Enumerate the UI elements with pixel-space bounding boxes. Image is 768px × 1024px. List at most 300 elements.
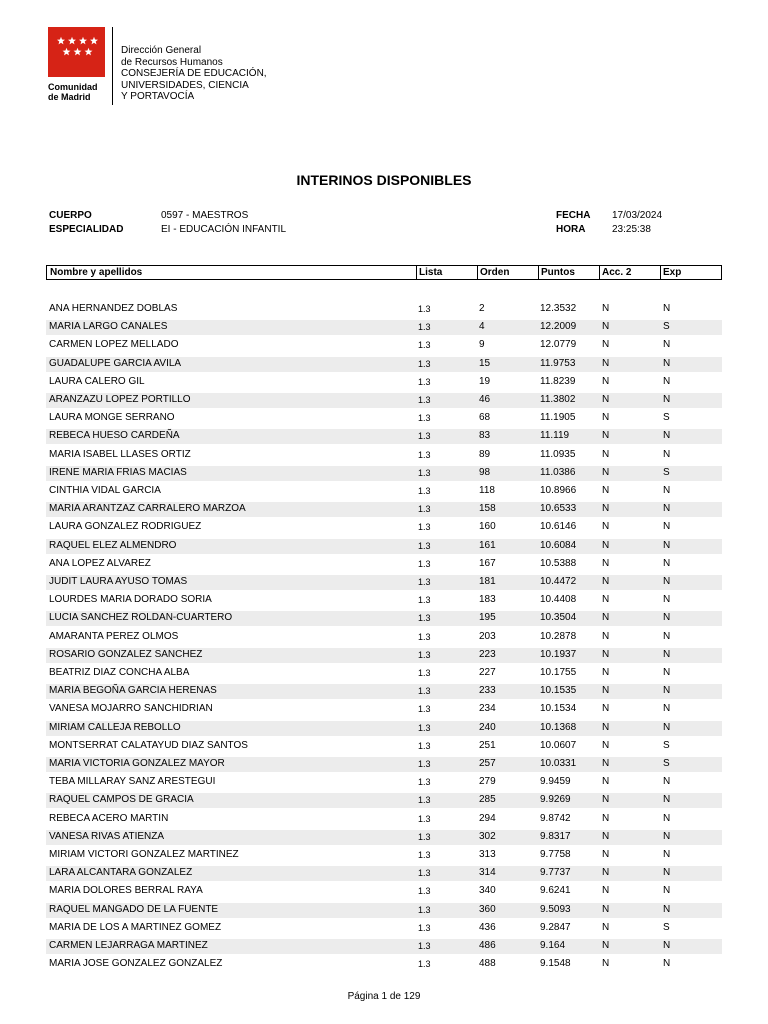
- cell-orden: 302: [479, 830, 496, 842]
- cell-lista: 1.3: [418, 686, 431, 697]
- cell-puntos: 12.0779: [540, 339, 577, 351]
- cell-orden: 118: [479, 485, 495, 496]
- table-row: [46, 611, 722, 626]
- cell-exp: N: [663, 303, 671, 314]
- cell-orden: 313: [479, 849, 496, 860]
- cell-acc2: N: [602, 630, 610, 642]
- page-number: Página 1 de 129: [347, 991, 421, 1002]
- cell-lista: 1.3: [418, 376, 431, 387]
- cell-nombre: MIRIAM VICTORI GONZALEZ MARTINEZ: [49, 849, 239, 860]
- logo-wordmark: [48, 82, 98, 102]
- table-row: [46, 484, 722, 499]
- cell-acc2: N: [602, 612, 610, 624]
- star-icon: [90, 37, 98, 45]
- cell-orden: 195: [479, 612, 496, 624]
- cell-nombre: REBECA ACERO MARTIN: [49, 812, 169, 824]
- cell-puntos: 11.0386: [540, 466, 576, 478]
- cell-nombre: LAURA CALERO GIL: [49, 375, 145, 387]
- cell-orden: 436: [479, 921, 496, 933]
- cell-puntos: 9.5093: [540, 903, 571, 915]
- cell-nombre: GUADALUPE GARCIA AVILA: [49, 357, 182, 369]
- cell-lista: 1.3: [418, 431, 431, 442]
- org-line-5: Y PORTAVOCÍA: [121, 91, 195, 102]
- cell-exp: N: [663, 430, 671, 442]
- cell-puntos: 10.1535: [540, 685, 577, 697]
- cell-acc2: N: [602, 685, 610, 697]
- cell-nombre: ANA LOPEZ ALVAREZ: [49, 557, 151, 569]
- cell-puntos: 9.6241: [540, 885, 571, 897]
- col-separator: [477, 266, 478, 279]
- cell-puntos: 10.6084: [540, 539, 577, 551]
- cell-nombre: ANA HERNANDEZ DOBLAS: [49, 303, 178, 314]
- col-separator: [416, 266, 417, 279]
- cell-lista: 1.3: [418, 467, 431, 478]
- table-row: [46, 520, 722, 535]
- cell-exp: N: [663, 667, 671, 678]
- hora-label: HORA: [556, 224, 586, 235]
- cell-nombre: LOURDES MARIA DORADO SORIA: [49, 594, 212, 606]
- table-row: [46, 429, 722, 444]
- cell-lista: 1.3: [418, 941, 431, 951]
- cell-exp: N: [663, 521, 671, 533]
- cell-lista: 1.3: [418, 486, 431, 496]
- cell-nombre: LARA ALCANTARA GONZALEZ: [49, 867, 193, 879]
- cell-orden: 294: [479, 812, 496, 824]
- cell-puntos: 10.4408: [540, 594, 577, 606]
- cell-nombre: MARIA ARANTZAZ CARRALERO MARZOA: [49, 503, 246, 515]
- cell-puntos: 10.4472: [540, 576, 577, 587]
- cell-lista: 1.3: [418, 395, 431, 405]
- cell-acc2: N: [602, 758, 610, 769]
- cell-acc2: N: [602, 940, 610, 951]
- cell-orden: 83: [479, 430, 491, 442]
- especialidad-value: EI - EDUCACIÓN INFANTIL: [161, 224, 287, 235]
- cell-nombre: MIRIAM CALLEJA REBOLLO: [49, 721, 181, 733]
- cell-exp: N: [663, 630, 671, 642]
- cell-nombre: BEATRIZ DIAZ CONCHA ALBA: [49, 667, 190, 678]
- cell-puntos: 10.1755: [540, 667, 577, 678]
- table-row: [46, 338, 722, 353]
- cell-puntos: 10.0607: [540, 739, 577, 751]
- cell-acc2: N: [602, 485, 610, 496]
- col-header-orden: Orden: [480, 267, 510, 278]
- table-row: [46, 630, 722, 645]
- cell-puntos: 9.7737: [540, 867, 571, 879]
- cell-nombre: REBECA HUESO CARDEÑA: [49, 430, 180, 442]
- cell-puntos: 10.6146: [540, 521, 577, 533]
- table-row: [46, 684, 722, 699]
- col-separator: [599, 266, 600, 279]
- cell-puntos: 11.3802: [540, 394, 576, 405]
- cell-lista: 1.3: [418, 540, 431, 551]
- cell-lista: 1.3: [418, 813, 431, 824]
- cell-puntos: 9.7758: [540, 849, 571, 860]
- cell-puntos: 9.8742: [540, 812, 571, 824]
- cell-acc2: N: [602, 394, 610, 405]
- cell-nombre: RAQUEL CAMPOS DE GRACIA: [49, 794, 194, 806]
- cell-lista: 1.3: [418, 558, 431, 569]
- cell-puntos: 10.1937: [540, 648, 577, 660]
- cell-lista: 1.3: [418, 831, 431, 842]
- cell-exp: N: [663, 339, 671, 351]
- cell-lista: 1.3: [418, 922, 431, 933]
- cell-exp: N: [663, 885, 671, 897]
- cell-nombre: LAURA GONZALEZ RODRIGUEZ: [49, 521, 202, 533]
- cell-puntos: 12.2009: [540, 321, 577, 333]
- cell-orden: 314: [479, 867, 496, 879]
- cell-acc2: N: [602, 430, 610, 442]
- table-row: [46, 866, 722, 881]
- table-row: [46, 393, 722, 408]
- cell-exp: N: [663, 776, 671, 788]
- cell-exp: N: [663, 485, 671, 496]
- cell-exp: S: [663, 739, 670, 751]
- cell-acc2: N: [602, 903, 610, 915]
- cell-puntos: 9.1548: [540, 958, 571, 970]
- table-row: [46, 357, 722, 372]
- table-row: [46, 884, 722, 899]
- cell-puntos: 10.1534: [540, 703, 577, 715]
- star-icon: [74, 48, 82, 56]
- table-row: [46, 921, 722, 936]
- cell-puntos: 10.0331: [540, 758, 577, 769]
- cell-acc2: N: [602, 958, 610, 970]
- cell-puntos: 10.2878: [540, 630, 577, 642]
- star-icon: [68, 37, 76, 45]
- cell-nombre: LUCIA SANCHEZ ROLDAN-CUARTERO: [49, 612, 233, 624]
- cell-exp: N: [663, 830, 671, 842]
- cell-acc2: N: [602, 921, 610, 933]
- document-title: INTERINOS DISPONIBLES: [296, 172, 472, 188]
- cuerpo-label: CUERPO: [49, 210, 92, 221]
- cell-lista: 1.3: [418, 868, 431, 879]
- cell-exp: N: [663, 794, 671, 806]
- cell-acc2: N: [602, 375, 610, 387]
- cell-exp: N: [663, 394, 671, 405]
- cell-lista: 1.3: [418, 740, 431, 751]
- table-row: [46, 502, 722, 517]
- cell-puntos: 12.3532: [540, 303, 577, 314]
- cell-nombre: CARMEN LEJARRAGA MARTINEZ: [49, 940, 208, 951]
- cell-orden: 158: [479, 503, 496, 515]
- cell-exp: N: [663, 357, 671, 369]
- cell-orden: 160: [479, 521, 496, 533]
- cell-acc2: N: [602, 321, 610, 333]
- org-line-3: CONSEJERÍA DE EDUCACIÓN,: [121, 68, 267, 79]
- cell-lista: 1.3: [418, 358, 431, 369]
- cell-orden: 9: [479, 339, 485, 351]
- cell-orden: 340: [479, 885, 496, 897]
- cell-puntos: 11.1905: [540, 412, 576, 424]
- table-row: [46, 557, 722, 572]
- cell-lista: 1.3: [418, 886, 431, 897]
- cell-exp: S: [663, 921, 670, 933]
- col-header-puntos: Puntos: [541, 267, 575, 278]
- cell-nombre: MARIA BEGOÑA GARCIA HERENAS: [49, 685, 217, 697]
- cell-lista: 1.3: [418, 522, 431, 533]
- cell-orden: 486: [479, 940, 496, 951]
- cell-nombre: MARIA ISABEL LLASES ORTIZ: [49, 448, 191, 460]
- table-row: [46, 466, 722, 481]
- cell-lista: 1.3: [418, 322, 431, 333]
- table-row: [46, 702, 722, 717]
- cell-nombre: ROSARIO GONZALEZ SANCHEZ: [49, 648, 203, 660]
- cell-lista: 1.3: [418, 449, 431, 460]
- star-icon: [57, 37, 65, 45]
- cell-nombre: IRENE MARIA FRIAS MACIAS: [49, 466, 187, 478]
- cell-exp: N: [663, 812, 671, 824]
- cell-orden: 4: [479, 321, 485, 333]
- cell-acc2: N: [602, 849, 610, 860]
- cell-lista: 1.3: [418, 722, 431, 733]
- cell-orden: 89: [479, 448, 491, 460]
- cell-puntos: 9.164: [540, 940, 566, 951]
- cell-orden: 183: [479, 594, 496, 606]
- table-row: [46, 375, 722, 390]
- cell-acc2: N: [602, 885, 610, 897]
- col-header-acc2: Acc. 2: [602, 267, 632, 278]
- table-row: [46, 648, 722, 663]
- cell-nombre: MARIA LARGO CANALES: [49, 321, 168, 333]
- especialidad-label: ESPECIALIDAD: [49, 224, 124, 235]
- cell-exp: N: [663, 849, 671, 860]
- cell-lista: 1.3: [418, 613, 431, 624]
- cell-acc2: N: [602, 812, 610, 824]
- cell-nombre: RAQUEL MANGADO DE LA FUENTE: [49, 903, 219, 915]
- cell-acc2: N: [602, 739, 610, 751]
- star-icon: [85, 48, 93, 56]
- fecha-label: FECHA: [556, 210, 591, 221]
- table-row: [46, 739, 722, 754]
- table-row: [46, 593, 722, 608]
- cell-lista: 1.3: [418, 413, 431, 424]
- cell-acc2: N: [602, 667, 610, 678]
- cell-exp: N: [663, 958, 671, 970]
- cell-lista: 1.3: [418, 504, 431, 515]
- cell-orden: 167: [479, 557, 496, 569]
- cell-acc2: N: [602, 594, 610, 606]
- cell-nombre: MONTSERRAT CALATAYUD DIAZ SANTOS: [49, 739, 248, 751]
- cell-exp: N: [663, 721, 671, 733]
- cell-exp: N: [663, 703, 671, 715]
- cell-puntos: 11.8239: [540, 375, 576, 387]
- organization-block: [121, 45, 267, 103]
- cell-orden: 360: [479, 903, 496, 915]
- table-row: [46, 721, 722, 736]
- cell-orden: 161: [479, 539, 496, 551]
- cell-nombre: MARIA DE LOS A MARTINEZ GOMEZ: [49, 921, 222, 933]
- cell-orden: 279: [479, 776, 496, 788]
- cell-exp: N: [663, 903, 671, 915]
- cell-acc2: N: [602, 867, 610, 879]
- cell-orden: 15: [479, 357, 491, 369]
- cell-acc2: N: [602, 721, 610, 733]
- table-header: [46, 265, 722, 280]
- cell-acc2: N: [602, 357, 610, 369]
- col-header-lista: Lista: [419, 267, 443, 278]
- table-row: [46, 793, 722, 808]
- cell-lista: 1.3: [418, 595, 431, 606]
- cell-puntos: 9.8317: [540, 830, 571, 842]
- cell-nombre: RAQUEL ELEZ ALMENDRO: [49, 539, 177, 551]
- cell-nombre: VANESA MOJARRO SANCHIDRIAN: [49, 703, 213, 715]
- cell-exp: S: [663, 412, 670, 424]
- cell-puntos: 11.119: [540, 430, 570, 442]
- cell-acc2: N: [602, 303, 610, 314]
- cell-orden: 234: [479, 703, 496, 715]
- stars-icon: [48, 27, 105, 77]
- org-line-2: de Recursos Humanos: [121, 56, 223, 68]
- cell-acc2: N: [602, 412, 610, 424]
- cell-acc2: N: [602, 776, 610, 788]
- cell-acc2: N: [602, 794, 610, 806]
- cell-exp: N: [663, 375, 671, 387]
- cell-puntos: 10.1368: [540, 721, 577, 733]
- cell-orden: 19: [479, 375, 491, 387]
- table-row: [46, 575, 722, 590]
- cell-puntos: 10.5388: [540, 557, 577, 569]
- fecha-value: 17/03/2024: [612, 210, 663, 221]
- cell-nombre: VANESA RIVAS ATIENZA: [49, 830, 165, 842]
- cell-lista: 1.3: [418, 959, 431, 970]
- cell-orden: 251: [479, 739, 496, 751]
- logo-line-1: Comunidad: [48, 82, 98, 92]
- cell-puntos: 11.9753: [540, 357, 576, 369]
- cell-orden: 240: [479, 721, 496, 733]
- table-row: [46, 775, 722, 790]
- cell-exp: N: [663, 576, 671, 587]
- cell-puntos: 9.9269: [540, 794, 571, 806]
- table-row: [46, 666, 722, 681]
- cell-exp: N: [663, 539, 671, 551]
- cell-exp: N: [663, 648, 671, 660]
- cell-lista: 1.3: [418, 704, 431, 715]
- cell-acc2: N: [602, 648, 610, 660]
- cell-lista: 1.3: [418, 649, 431, 660]
- cell-lista: 1.3: [418, 668, 431, 678]
- cell-orden: 233: [479, 685, 496, 697]
- cell-puntos: 10.8966: [540, 485, 577, 496]
- cell-acc2: N: [602, 339, 610, 351]
- cell-lista: 1.3: [418, 759, 431, 769]
- logo-line-2: de Madrid: [48, 92, 91, 102]
- cell-orden: 257: [479, 758, 496, 769]
- cell-lista: 1.3: [418, 904, 431, 915]
- cell-acc2: N: [602, 703, 610, 715]
- cell-puntos: 11.0935: [540, 448, 576, 460]
- cell-acc2: N: [602, 466, 610, 478]
- cell-acc2: N: [602, 503, 610, 515]
- header-divider: [112, 27, 113, 105]
- table-row: [46, 411, 722, 426]
- cell-acc2: N: [602, 448, 610, 460]
- cell-exp: N: [663, 594, 671, 606]
- cell-nombre: JUDIT LAURA AYUSO TOMAS: [49, 576, 188, 587]
- cell-exp: N: [663, 685, 671, 697]
- cell-exp: N: [663, 503, 671, 515]
- cell-nombre: CINTHIA VIDAL GARCIA: [49, 485, 161, 496]
- table-row: [46, 320, 722, 335]
- cell-lista: 1.3: [418, 304, 431, 314]
- cell-acc2: N: [602, 576, 610, 587]
- cell-lista: 1.3: [418, 777, 431, 788]
- org-line-1: Dirección General: [121, 45, 202, 56]
- cell-puntos: 10.6533: [540, 503, 577, 515]
- cell-lista: 1.3: [418, 577, 431, 587]
- col-separator: [538, 266, 539, 279]
- cell-exp: N: [663, 867, 671, 879]
- cell-nombre: LAURA MONGE SERRANO: [49, 412, 175, 424]
- cell-exp: S: [663, 466, 670, 478]
- table-row: [46, 539, 722, 554]
- cell-exp: N: [663, 940, 671, 951]
- table-row: [46, 830, 722, 845]
- table-row: [46, 448, 722, 463]
- table-row: [46, 957, 722, 972]
- cell-orden: 488: [479, 958, 496, 970]
- cell-puntos: 9.2847: [540, 921, 571, 933]
- table-row: [46, 903, 722, 918]
- comunidad-madrid-flag-logo: [48, 27, 105, 77]
- cell-exp: S: [663, 321, 670, 333]
- cell-nombre: CARMEN LOPEZ MELLADO: [49, 339, 179, 351]
- col-header-exp: Exp: [663, 267, 682, 278]
- hora-value: 23:25:38: [612, 224, 651, 235]
- col-header-nombre: Nombre y apellidos: [50, 267, 143, 278]
- cell-lista: 1.3: [418, 340, 431, 351]
- cell-acc2: N: [602, 539, 610, 551]
- cell-puntos: 9.9459: [540, 776, 571, 788]
- cell-puntos: 10.3504: [540, 612, 577, 624]
- table-row: [46, 848, 722, 863]
- cell-orden: 285: [479, 794, 496, 806]
- table-row: [46, 939, 722, 954]
- cell-orden: 98: [479, 466, 491, 478]
- cell-lista: 1.3: [418, 631, 431, 642]
- cell-nombre: MARIA VICTORIA GONZALEZ MAYOR: [49, 758, 225, 769]
- cell-nombre: AMARANTA PEREZ OLMOS: [49, 630, 179, 642]
- cell-acc2: N: [602, 557, 610, 569]
- cell-orden: 181: [479, 576, 496, 587]
- cell-exp: N: [663, 448, 671, 460]
- table-row: [46, 812, 722, 827]
- cell-orden: 227: [479, 667, 496, 678]
- table-row: [46, 757, 722, 772]
- star-icon: [79, 37, 87, 45]
- cell-orden: 68: [479, 412, 491, 424]
- cell-acc2: N: [602, 830, 610, 842]
- cell-orden: 223: [479, 648, 496, 660]
- cell-exp: N: [663, 557, 671, 569]
- cell-exp: N: [663, 612, 671, 624]
- cell-lista: 1.3: [418, 850, 431, 860]
- cell-lista: 1.3: [418, 795, 431, 806]
- cell-orden: 46: [479, 394, 491, 405]
- cell-orden: 203: [479, 630, 496, 642]
- cell-acc2: N: [602, 521, 610, 533]
- org-line-4: UNIVERSIDADES, CIENCIA: [121, 79, 249, 91]
- cell-exp: S: [663, 758, 670, 769]
- table-row: [46, 302, 722, 317]
- col-separator: [660, 266, 661, 279]
- cell-nombre: MARIA JOSE GONZALEZ GONZALEZ: [49, 958, 223, 970]
- cell-nombre: ARANZAZU LOPEZ PORTILLO: [49, 394, 191, 405]
- cuerpo-value: 0597 - MAESTROS: [161, 210, 249, 221]
- cell-nombre: MARIA DOLORES BERRAL RAYA: [49, 885, 203, 897]
- star-icon: [63, 48, 71, 56]
- cell-orden: 2: [479, 303, 485, 314]
- cell-nombre: TEBA MILLARAY SANZ ARESTEGUI: [49, 776, 216, 788]
